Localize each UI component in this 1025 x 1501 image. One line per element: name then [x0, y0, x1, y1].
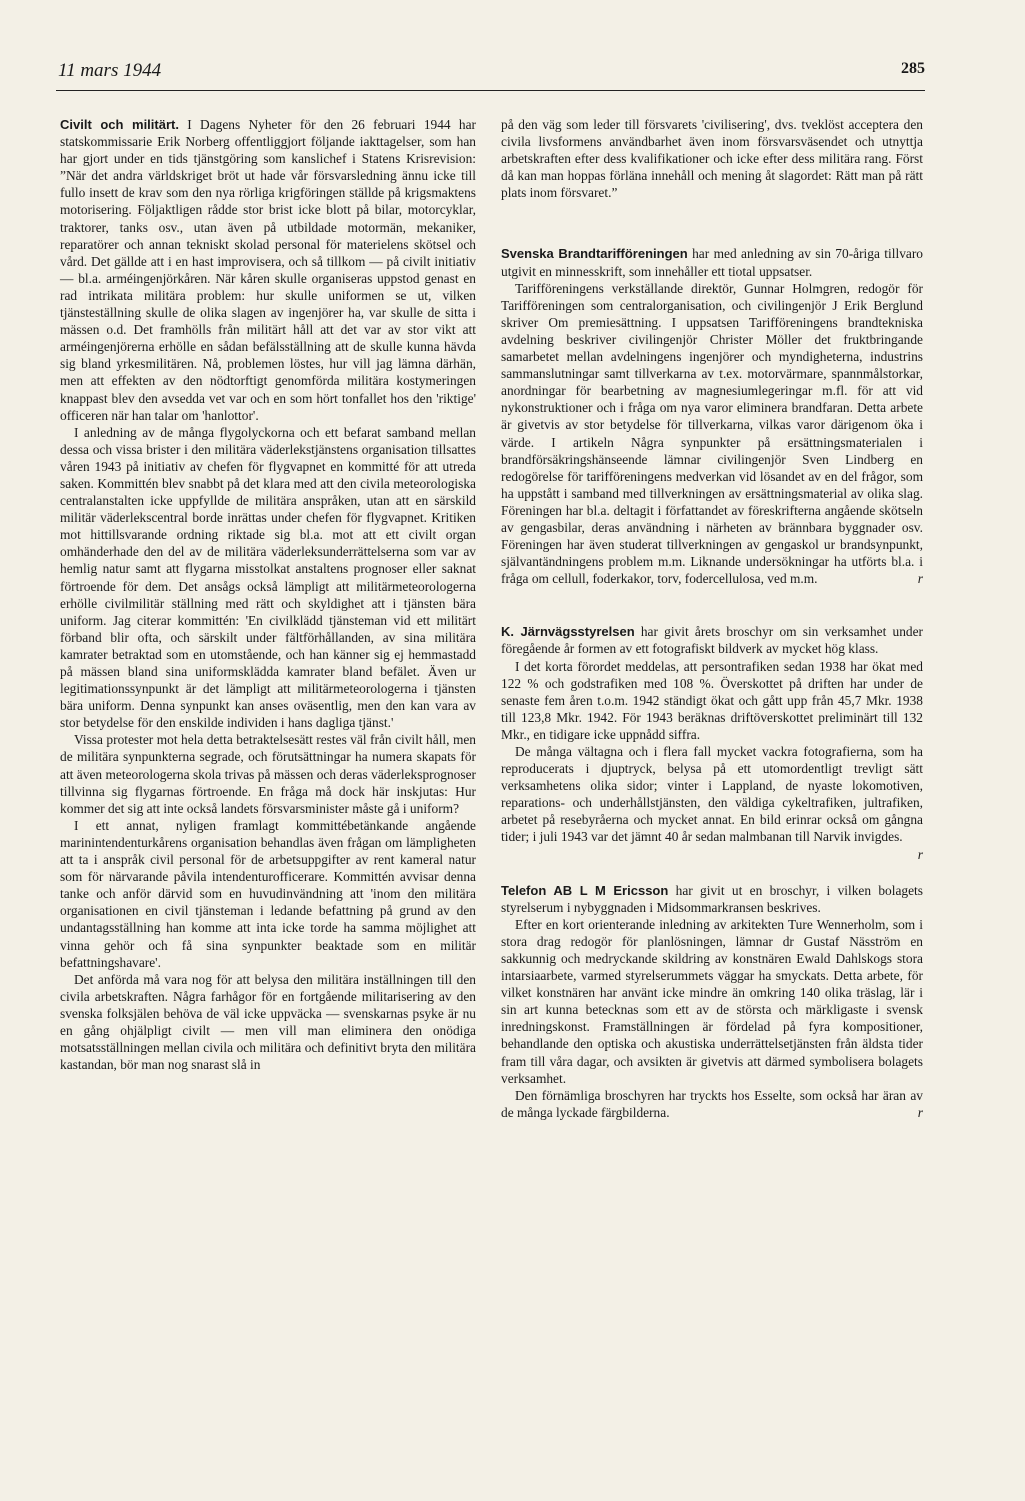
- paragraph: Den förnämliga broschyren har tryckts hos Esselte, som också har äran av de många lyckade färgbilderna. r: [501, 1087, 923, 1120]
- left-column: [60, 116, 476, 1073]
- right-column: [501, 116, 923, 1121]
- paragraph-text: har givit ut en broschyr, i vilken bolagets styrelserum i nybyggnaden i Midsommarkransen beskrives.: [501, 882, 923, 915]
- paragraph-text: har givit årets broschyr om sin verksamhet under föregående år formen av ett fotografiskt bildverk av mycket hög klass.: [501, 624, 923, 657]
- issue-date: 11 mars 1944: [58, 60, 162, 81]
- article-lead: Telefon AB L M Ericsson: [501, 882, 669, 898]
- author-signature: r: [917, 1104, 923, 1120]
- page-header: [56, 58, 925, 91]
- continuation-paragraph: på den väg som leder till försvarets 'civilisering', dvs. tveklöst acceptera den civila livsformens användbarhet även inom försvarsväsendet och utnyttja arbetskraften efter dess kvalifikationer och icke efter dess militära rang. Först då kan man hoppas förläna innehåll och mening åt slagordet: Rätt man på rätt plats inom försvaret.”: [501, 117, 923, 201]
- article-ericsson: [501, 882, 923, 916]
- paragraph: Efter en kort orienterande inledning av arkitekten Ture Wennerholm, som i stora drag redogör för planlösningen, lämnar dr Gustaf Näsström en sakkunnig och medryckande skildring av konstnären Ewald Dahlskogs stora intarsiaarbete, varmed styrelserummets väggar ha smyckats. Detta arbete, för vilket konstnären har använt icke mindre än omkring 140 olika träslag, lär i sin art kunna betecknas som ett av de största och märkligaste i svensk inredningskonst. Framställningen är fördelad på fyra kompositioner, behandlande den optiska och akustiska underrättelsetjänsten från äldsta tider fram till våra dagar, och avsikten är givetvis att därmed symbolisera bolagets verksamhet.: [501, 916, 923, 1086]
- paragraph: Vissa protester mot hela detta betraktelsesätt restes väl från civilt håll, men de militära synpunkterna segrade, och förutsättningar ha numera skapats för att även meteorologerna skola trivas på mässen och deras väderleksprognoser tillvinna sig flygarnas förtroende. En fråga må dock här inskjutas: Hur kommer det sig att inte också landets försvarsminister måste gå i uniform?: [60, 732, 476, 816]
- article-lead: Civilt och militärt.: [60, 117, 179, 132]
- page-number: 285: [901, 60, 925, 77]
- article-brandtarifforeningen: [501, 245, 923, 279]
- paragraph-text: har med anledning av sin 70-åriga tillvaro utgivit en minnesskrift, som innehåller ett tiotal uppsatser.: [501, 246, 923, 279]
- article-civilt-och-militart: [60, 116, 476, 424]
- author-signature: r: [917, 571, 923, 587]
- paragraph: Det anförda må vara nog för att belysa den militära inställningen till den civila arbetskraften. Några farhågor för en fortgående militarisering av den svenska folksjälen behöva de väl icke uppväcka — svenskarnas psyke är nu en gång ohjälpligt civilt — men vill man eliminera den onödiga motsatsställningen mellan civila och militära och definitivt bryta den militära kastandan, bör man nog snarast slå in: [60, 971, 476, 1073]
- paragraph: I ett annat, nyligen framlagt kommittébetänkande angående marinintendenturkårens organisation behandlas även frågan om lämpligheten att ta i anspråk civil personal för de arbetsuppgifter av rent kameral natur som för närvarande påvila intendenturofficerare. Kommittén avvisar denna tanke och anför därvid som en huvudinvändning att 'inom den militära organisationen en civil tjänsteman i ledande befattning på grund av den undantagsställning han komme att inta icke torde ha samma möjlighet att vinna gehör och få sina synpunkter beaktade som en militär befattningshavare'.: [60, 817, 476, 970]
- author-signature: r: [917, 846, 923, 862]
- paragraph: Tarifföreningens verkställande direktör, Gunnar Holmgren, redogör för Tarifföreningen som centralorganisation, och civilingenjör J Erik Berglund skriver Om premiesättning. I uppsatsen Tarifföreningens brandtekniska avdelning beskriver civilingenjör Christer Möller det fruktbringande samarbetet mellan avdelningens ingenjörer och myndigheterna, industrins sammanslutningar samt tillverkarna av t.ex. motorvärmare, spannmålstorkar, anordningar för bearbetning av magnesiumlegeringar m.fl. för att vid nykonstruktioner och i fråga om nya varor eliminera brandfaran. Detta arbete är givetvis av stor betydelse för tillverkarna, vilkas varor därigenom öka i värde. I artikeln Några synpunkter på ersättningsmaterialen i brandförsäkringshänseende lämnar civilingenjör Sven Lindberg en redogörelse för tarifföreningens medverkan vid lösandet av en del frågor, som ha uppstått i samband med tillverkningen av ersättningsmaterial av olika slag. Föreningen har bl.a. deltagit i författandet av föreskrifterna angående skötseln av gengasbilar, deras användning i närheten av brännbara byggnader osv. Föreningen har även studerat tillverkningen av gengaskol ur brandsynpunkt, självantändningens problem m.m. Liknande undersökningar ha utförts bl.a. i fråga om cellull, foderkakor, torv, fodercellulosa, ved m.m. r: [501, 280, 923, 587]
- article-lead: Svenska Brandtarifföreningen: [501, 246, 688, 262]
- paragraph: I det korta förordet meddelas, att persontrafiken sedan 1938 har ökat med 122 % och godstrafiken med 108 %. Överskottet på driften har under de senaste fem åren t.o.m. 1942 ständigt ökat och gått upp från 45,7 Mkr. 1938 till 123,8 Mkr. 1942. För 1943 beräknas driftöverskottet preliminärt till 132 Mkr., en tidigare icke uppnådd siffra.: [501, 658, 923, 742]
- paragraph: De många vältagna och i flera fall mycket vackra fotografierna, som ha reproducerats i djuptryck, belysa på ett utomordentligt trevligt sätt verksamhetens olika sidor; vinter i Lappland, de nyaste lokomotiven, reparations- och underhållstjänsten, den väldiga cykeltrafiken, jultrafiken, arbetet på resebyråerna och mycket annat. En bild erinrar också om gångna tider; i juli 1943 var det jämnt 40 år sedan malmbanan till Narvik invigdes. r: [501, 744, 923, 862]
- article-lead: K. Järnvägsstyrelsen: [501, 624, 635, 640]
- paragraph: I anledning av de många flygolyckorna och ett befarat samband mellan dessa och vissa brister i den militära väderlekstjänstens organisation tillsattes våren 1943 på initiativ av chefen för flygvapnet en kommitté för att utreda saken. Kommittén blev snabbt på det klara med att den civila meteorologiska centralanstalten icke uppfyllde de militära anspråken, utan att en särskild militär väderlekscentral borde inrättas under chefen för flygvapnet. Kritiken mot hittillsvarande ordning riktade sig bl.a. mot att ett civilt organ omhänderhade den del av de militära väderleksunderrättelserna som var av hemlig natur samt att flygarna misstolkat anstaltens prognoser eller saknat förtroende för dem. Det ansågs också lämpligt att militärmeteorologerna erhölle civilmilitär ställning med rätt och skyldighet att i tjänsten bära uniform. Jag citerar kommittén: 'En civilklädd tjänsteman vid ett militärt förband blir ofta, och särskilt under fältförhållanden, av sina militära kamrater betraktad som en utomstående, och han känner sig ej hemmastadd på mässen bland sina uniformsklädda kamrater bland befälet. Även ur legitimationssynpunkt är det lämpligt att militärmeteorologerna i tjänsten bära uniform. Denna synpunkt kan anses oväsentlig, men den kan vara av stor betydelse för den enskilde individen i hans dagliga tjänst.': [60, 424, 476, 731]
- article-jarnvagsstyrelsen: [501, 623, 923, 657]
- paragraph-text: I Dagens Nyheter för den 26 februari 1944 har statskommissarie Erik Norberg offentliggjort följande iakttagelser, som han har gjort under en tids tjänstgöring som kanslichef i Statens Krisrevision: ”När det andra världskriget bröt ut hade vår försvarsledning ännu icke till fullo insett de krav som den nya rörliga krigföringen ställde på krigsmaktens motorisering. Följaktligen rådde stor brist icke blott på bilar, motorcyklar, traktorer, tanks osv., utan även på utbildade motormän, mekaniker, reparatörer och annan tekniskt skolad personal för materielens skötsel och vård. Det gällde att i en hast improvisera, och så tillkom — på civilt initiativ — bl.a. arméingenjörkåren. När kåren skulle organiseras uppstod genast en rad intrikata militära problem: hur skulle uniformen se ut, vilken tjänsteställning skulle de olika slagen av ingenjörer ha, var skulle de sitta i mässen o.d. Det framhölls från militärt håll att det var av stor vikt att arméingenjörerna erhölle en sådan befälsställning att de skulle kunna hävda sig bland yrkesmilitären. Nå, problemen löstes, hur vill jag lämna därhän, men att effekten av den nödtorftigt genomförda militära kostymeringen knappast blev den avsedda vet var och en som hört tonfallet hos den 'riktige' officeren när han talar om 'hanlottor'.: [60, 117, 476, 423]
